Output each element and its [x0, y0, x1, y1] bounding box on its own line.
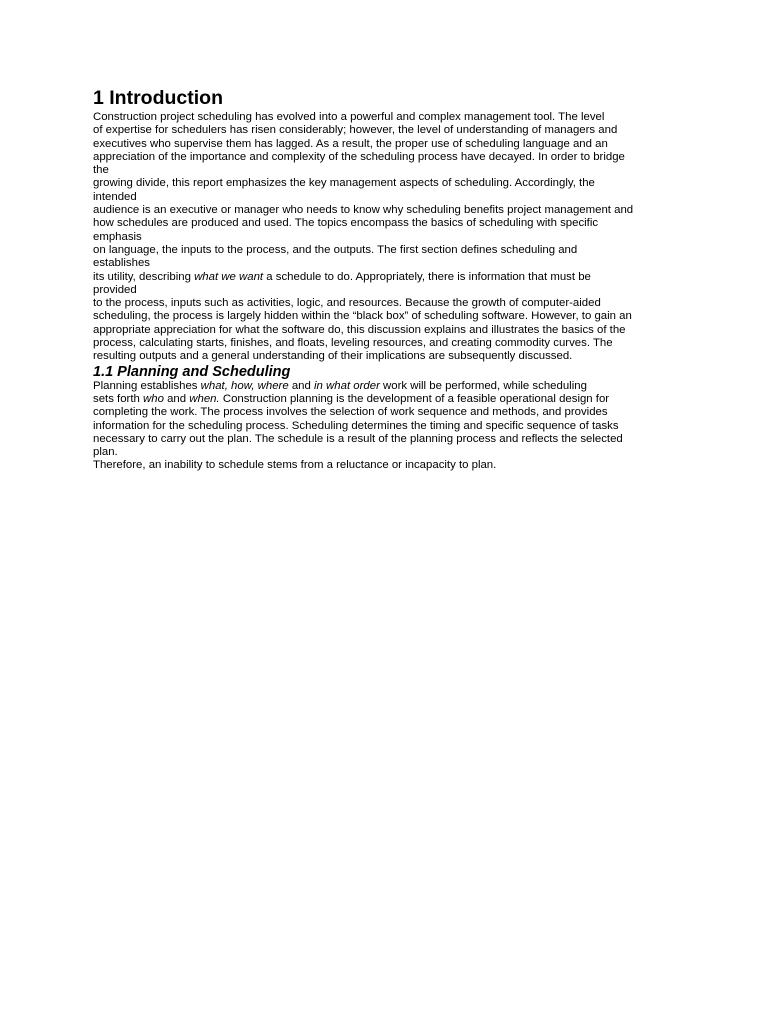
text-line	[93, 393, 693, 406]
text-line: information for the scheduling process. Scheduling determines the timing and specific sequence of tasks	[93, 419, 619, 432]
text-line: completing the work. The process involves the selection of work sequence and methods, and provides	[93, 406, 608, 419]
text-line: process, calculating starts, finishes, and floats, leveling resources, and creating commodity curves. The	[93, 337, 613, 350]
text-line	[93, 380, 693, 393]
text-line: establishes	[93, 257, 150, 270]
text-run: Construction planning is the development of a feasible operational design for	[219, 392, 610, 405]
text-line: necessary to carry out the plan. The schedule is a result of the planning process and reflects the selected	[93, 432, 623, 445]
section-heading: 1 Introduction	[93, 87, 223, 109]
text-line: Therefore, an inability to schedule stems from a reluctance or incapacity to plan.	[93, 459, 497, 472]
planning-paragraph	[93, 380, 693, 473]
text-line: growing divide, this report emphasizes the key management aspects of scheduling. Accordingly, the	[93, 177, 595, 190]
text-line: of expertise for schedulers has risen considerably; however, the level of understanding of managers and	[93, 124, 618, 137]
text-run: sets forth	[93, 392, 144, 405]
text-line: executives who supervise them has lagged. As a result, the proper use of scheduling language and an	[93, 137, 608, 150]
text-line: to the process, inputs such as activities, logic, and resources. Because the growth of computer-aided	[93, 297, 601, 310]
document-page	[93, 86, 693, 473]
italic-phrase: who	[143, 392, 164, 405]
text-line: on language, the inputs to the process, and the outputs. The first section defines scheduling and	[93, 243, 578, 256]
text-run: and	[163, 392, 190, 405]
text-line: plan.	[93, 446, 118, 459]
text-line: audience is an executive or manager who needs to know why scheduling benefits project management and	[93, 204, 634, 217]
text-line: the	[93, 164, 109, 177]
text-line: provided	[93, 283, 137, 296]
italic-phrase: what we want	[194, 270, 264, 283]
text-run: and	[288, 379, 315, 392]
text-line: appropriate appreciation for what the software do, this discussion explains and illustrates the basics of the	[93, 323, 626, 336]
text-line: emphasis	[93, 230, 142, 243]
text-run: a schedule to do. Appropriately, there is information that must be	[263, 270, 591, 283]
text-run: Planning establishes	[93, 379, 201, 392]
text-run: its utility, describing	[93, 270, 195, 283]
subsection-heading: 1.1 Planning and Scheduling	[93, 363, 291, 380]
text-line: resulting outputs and a general understanding of their implications are subsequently discussed.	[93, 350, 573, 363]
text-run: work will be performed, while scheduling	[379, 379, 587, 392]
introduction-paragraph	[93, 111, 693, 364]
text-line: scheduling, the process is largely hidden within the “black box” of scheduling software. However, to gain an	[93, 310, 632, 323]
text-line: how schedules are produced and used. The topics encompass the basics of scheduling with specific	[93, 217, 599, 230]
text-line: appreciation of the importance and complexity of the scheduling process have decayed. In order to bridge	[93, 150, 625, 163]
italic-phrase: what, how, where	[200, 379, 289, 392]
text-line: Construction project scheduling has evolved into a powerful and complex management tool. The level	[93, 111, 605, 123]
italic-phrase: in what order	[314, 379, 380, 392]
text-line	[93, 271, 693, 284]
text-line: intended	[93, 190, 137, 203]
italic-phrase: when.	[189, 392, 220, 405]
